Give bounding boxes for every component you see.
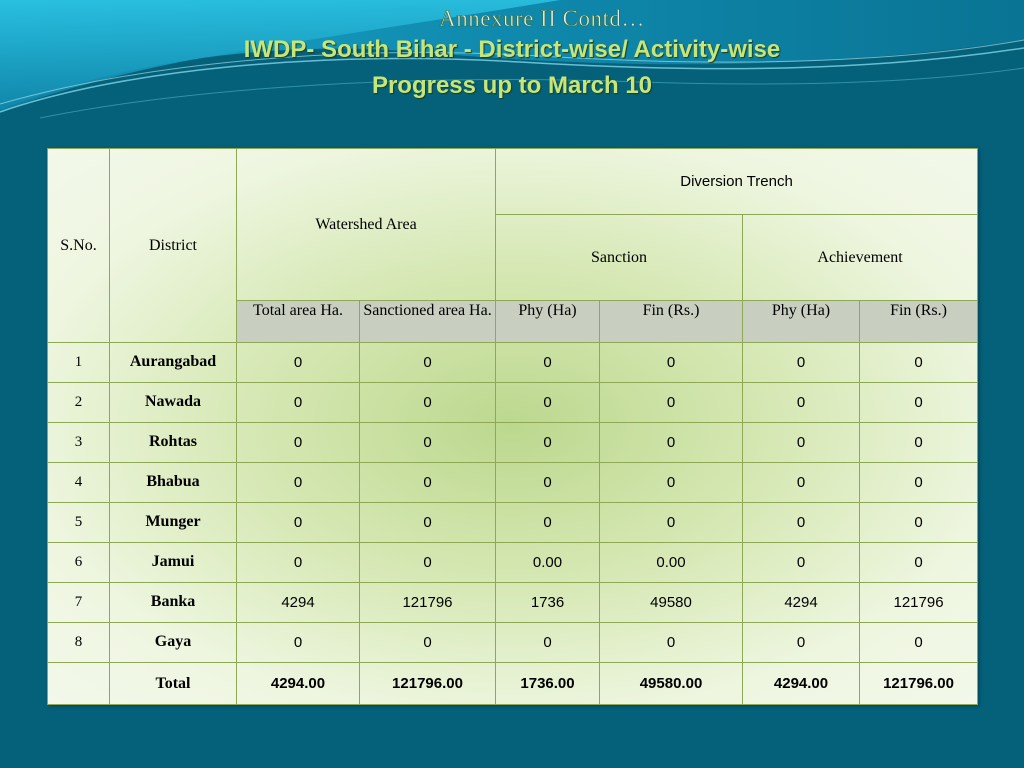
total-sno-cell (48, 663, 110, 705)
value-cell: 0 (360, 543, 496, 583)
report-title: IWDP- South Bihar - District-wise/ Activity-wise (243, 36, 781, 63)
title-block (0, 6, 1024, 104)
value-cell: 49580 (600, 583, 743, 623)
header-diversion-trench: Diversion Trench (496, 149, 978, 215)
value-cell: 0 (496, 383, 600, 423)
value-cell: 0 (600, 463, 743, 503)
total-cell: 4294.00 (237, 663, 360, 705)
district-cell: Bhabua (110, 463, 237, 503)
value-cell: 0 (360, 623, 496, 663)
value-cell: 0 (237, 383, 360, 423)
header-sanction-fin: Fin (Rs.) (600, 301, 743, 343)
sno-cell: 7 (48, 583, 110, 623)
value-cell: 0 (237, 423, 360, 463)
value-cell: 0 (860, 623, 978, 663)
value-cell: 0 (496, 623, 600, 663)
district-cell: Aurangabad (110, 343, 237, 383)
district-cell: Jamui (110, 543, 237, 583)
total-cell: 49580.00 (600, 663, 743, 705)
value-cell: 0 (860, 383, 978, 423)
report-subtitle: Progress up to March 10 (371, 72, 653, 99)
sno-cell: 8 (48, 623, 110, 663)
district-cell: Banka (110, 583, 237, 623)
table-body (48, 343, 978, 663)
value-cell: 0 (860, 343, 978, 383)
sno-cell: 6 (48, 543, 110, 583)
total-cell: 121796.00 (860, 663, 978, 705)
header-sanctioned-area: Sanctioned area Ha. (360, 301, 496, 343)
table-row (48, 503, 978, 543)
value-cell: 0 (237, 623, 360, 663)
value-cell: 0.00 (600, 543, 743, 583)
value-cell: 0 (600, 623, 743, 663)
sno-cell: 1 (48, 343, 110, 383)
table-row (48, 623, 978, 663)
value-cell: 0 (360, 423, 496, 463)
header-achievement-phy: Phy (Ha) (743, 301, 860, 343)
value-cell: 0 (360, 503, 496, 543)
value-cell: 0 (743, 503, 860, 543)
header-sanction: Sanction (496, 215, 743, 301)
value-cell: 4294 (237, 583, 360, 623)
value-cell: 0.00 (496, 543, 600, 583)
value-cell: 1736 (496, 583, 600, 623)
value-cell: 0 (237, 343, 360, 383)
value-cell: 0 (496, 503, 600, 543)
value-cell: 0 (860, 423, 978, 463)
district-cell: Nawada (110, 383, 237, 423)
value-cell: 0 (600, 383, 743, 423)
value-cell: 0 (237, 463, 360, 503)
value-cell: 4294 (743, 583, 860, 623)
annexure-title: Annexure II Contd… (439, 6, 645, 31)
table-row (48, 583, 978, 623)
value-cell: 0 (743, 383, 860, 423)
progress-table (47, 148, 978, 705)
header-district: District (110, 149, 237, 343)
total-label: Total (110, 663, 237, 705)
value-cell: 0 (743, 463, 860, 503)
value-cell: 0 (743, 623, 860, 663)
header-sanction-phy: Phy (Ha) (496, 301, 600, 343)
value-cell: 0 (496, 423, 600, 463)
header-watershed-area: Watershed Area (237, 149, 496, 301)
table-row (48, 463, 978, 503)
header-sno: S.No. (48, 149, 110, 343)
value-cell: 0 (600, 343, 743, 383)
sno-cell: 2 (48, 383, 110, 423)
value-cell: 0 (600, 423, 743, 463)
value-cell: 0 (860, 463, 978, 503)
value-cell: 0 (237, 543, 360, 583)
district-cell: Rohtas (110, 423, 237, 463)
table-row (48, 543, 978, 583)
value-cell: 0 (496, 343, 600, 383)
value-cell: 121796 (360, 583, 496, 623)
sno-cell: 4 (48, 463, 110, 503)
total-cell: 1736.00 (496, 663, 600, 705)
value-cell: 0 (743, 543, 860, 583)
sno-cell: 5 (48, 503, 110, 543)
total-row (48, 663, 978, 705)
table-row (48, 383, 978, 423)
header-achievement-fin: Fin (Rs.) (860, 301, 978, 343)
value-cell: 121796 (860, 583, 978, 623)
value-cell: 0 (360, 383, 496, 423)
progress-table-container (47, 148, 977, 704)
value-cell: 0 (860, 543, 978, 583)
value-cell: 0 (743, 423, 860, 463)
table-row (48, 423, 978, 463)
sno-cell: 3 (48, 423, 110, 463)
header-total-area: Total area Ha. (237, 301, 360, 343)
district-cell: Gaya (110, 623, 237, 663)
value-cell: 0 (743, 343, 860, 383)
value-cell: 0 (860, 503, 978, 543)
value-cell: 0 (600, 503, 743, 543)
header-achievement: Achievement (743, 215, 978, 301)
district-cell: Munger (110, 503, 237, 543)
value-cell: 0 (237, 503, 360, 543)
total-cell: 4294.00 (743, 663, 860, 705)
table-row (48, 343, 978, 383)
total-cell: 121796.00 (360, 663, 496, 705)
value-cell: 0 (360, 343, 496, 383)
value-cell: 0 (360, 463, 496, 503)
value-cell: 0 (496, 463, 600, 503)
